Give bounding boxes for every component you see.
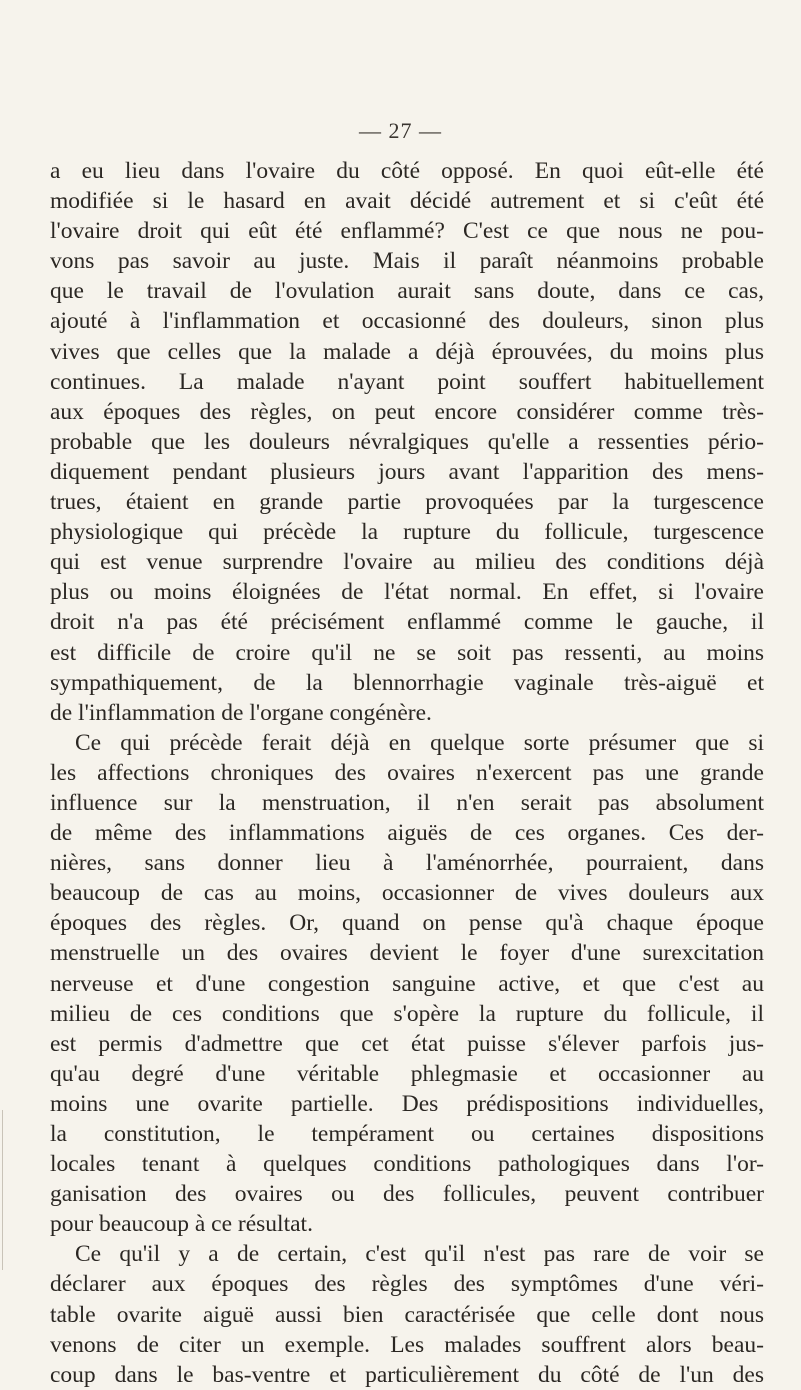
text-line: moins une ovarite partielle. Des prédispositions individuelles, <box>50 1090 764 1117</box>
text-line: est permis d'admettre que cet état puisse s'élever parfois jus- <box>50 1030 764 1057</box>
text-line: menstruelle un des ovaires devient le foyer d'une surexcitation <box>50 940 764 967</box>
paragraph-end-line: pour beaucoup à ce résultat. <box>50 1211 313 1238</box>
text-line: beaucoup de cas au moins, occasionner de vives douleurs aux <box>50 880 764 907</box>
text-line: venons de citer un exemple. Les malades souffrent alors beau- <box>50 1331 764 1358</box>
text-line: que le travail de l'ovulation aurait sans doute, dans ce cas, <box>50 278 764 305</box>
text-line: ganisation des ovaires ou des follicules, peuvent contribuer <box>50 1181 764 1208</box>
text-line: de même des inflammations aiguës de ces organes. Ces der- <box>50 820 764 847</box>
paragraph-start-line: Ce qu'il y a de certain, c'est qu'il n'est pas rare de voir se <box>75 1241 764 1268</box>
text-line: trues, étaient en grande partie provoquées par la turgescence <box>50 489 764 516</box>
text-line: nerveuse et d'une congestion sanguine active, et que c'est au <box>50 970 764 997</box>
text-line: plus ou moins éloignées de l'état normal. En effet, si l'ovaire <box>50 579 764 606</box>
text-line: table ovarite aiguë aussi bien caractérisée que celle dont nous <box>50 1301 764 1328</box>
text-line: physiologique qui précède la rupture du follicule, turgescence <box>50 519 764 546</box>
page-number: — 27 — <box>359 118 442 143</box>
text-line: droit n'a pas été précisément enflammé comme le gauche, il <box>50 609 764 636</box>
text-line: coup dans le bas-ventre et particulièrement du côté de l'un des <box>50 1361 764 1388</box>
text-line: les affections chroniques des ovaires n'exercent pas une grande <box>50 759 764 786</box>
text-line: vons pas savoir au juste. Mais il paraît néanmoins probable <box>50 248 764 275</box>
text-line: qui est venue surprendre l'ovaire au milieu des conditions déjà <box>50 549 764 576</box>
text-line: est difficile de croire qu'il ne se soit pas ressenti, au moins <box>50 639 764 666</box>
body-text <box>50 156 764 1390</box>
text-line: vives que celles que la malade a déjà éprouvées, du moins plus <box>50 338 764 365</box>
page-edge-mark <box>2 1110 3 1270</box>
text-line: nières, sans donner lieu à l'aménorrhée, pourraient, dans <box>50 850 764 877</box>
text-line: aux époques des règles, on peut encore considérer comme très- <box>50 398 764 425</box>
text-line: continues. La malade n'ayant point souffert habituellement <box>50 368 764 395</box>
text-line: a eu lieu dans l'ovaire du côté opposé. En quoi eût-elle été <box>50 158 764 184</box>
text-line: diquement pendant plusieurs jours avant l'apparition des mens- <box>50 458 764 485</box>
text-line: l'ovaire droit qui eût été enflammé? C'est ce que nous ne pou- <box>50 218 764 245</box>
text-line: la constitution, le tempérament ou certaines dispositions <box>50 1121 764 1147</box>
text-line: modifiée si le hasard en avait décidé autrement et si c'eût été <box>50 188 764 215</box>
text-line: probable que les douleurs névralgiques qu'elle a ressenties pério- <box>50 428 764 455</box>
text-line: qu'au degré d'une véritable phlegmasie et occasionner au <box>50 1060 764 1087</box>
paragraph-start-line: Ce qui précède ferait déjà en quelque sorte présumer que si <box>75 729 764 756</box>
text-line: déclarer aux époques des règles des symptômes d'une véri- <box>50 1271 764 1298</box>
text-line: locales tenant à quelques conditions pathologiques dans l'or- <box>50 1151 764 1178</box>
text-line: milieu de ces conditions que s'opère la rupture du follicule, il <box>50 1000 764 1027</box>
text-line: sympathiquement, de la blennorrhagie vaginale très-aiguë et <box>50 669 764 696</box>
paragraph-end-line: de l'inflammation de l'organe congénère. <box>50 699 432 726</box>
text-line: ajouté à l'inflammation et occasionné des douleurs, sinon plus <box>50 308 764 335</box>
text-line: influence sur la menstruation, il n'en serait pas absolument <box>50 789 764 816</box>
text-line: époques des règles. Or, quand on pense qu'à chaque époque <box>50 910 764 937</box>
